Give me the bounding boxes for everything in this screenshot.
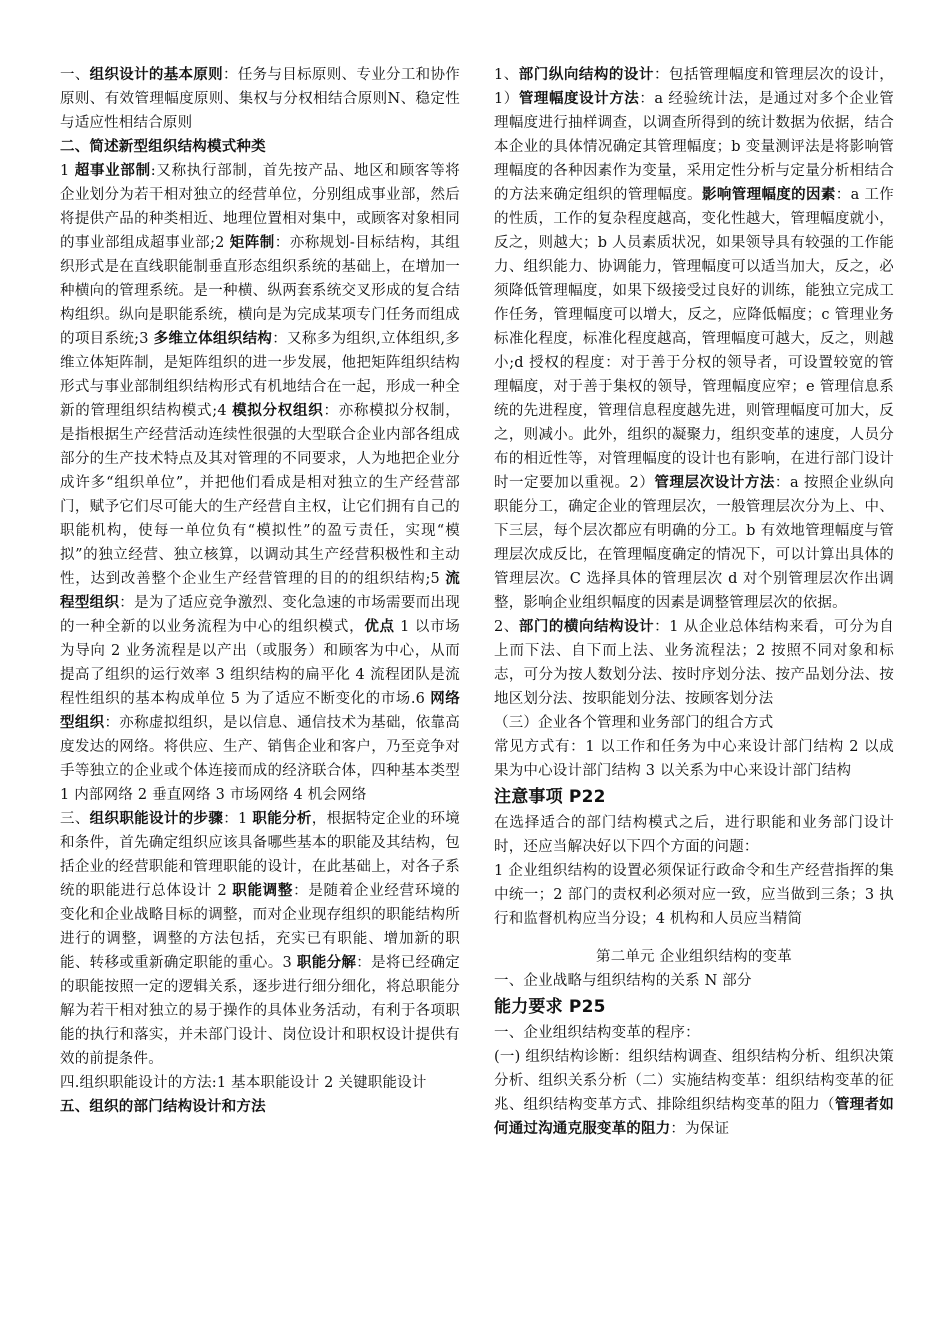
paragraph-strategy-relation: 一、企业战略与组织结构的关系 N 部分 bbox=[494, 973, 752, 989]
paragraph-function-design-steps: 三、组织职能设计的步骤：1 职能分析，根据特定企业的环境和条件，首先确定组织应该具备哪些基本的职能及其结构，包括企业的经营职能和管理职能的设计，在此基础上，对各子系统的职能进行总体设计 2 职能调整：是随着企业经营环境的变化和企业战略目标的调整，而对企业现存组织的职能结构所进行的调整，调整的方法包括，充实已有职能、增加新的职能、转移或重新确定职能的重心。3 职能分解：是将已经确定的职能按照一定的逻辑关系，逐步进行细分细化，将总职能分解为若干相对独立的易于操作的具体业务活动，有利于各项职能的执行和落实，并未部门设计、岗位设计和职权设计提供有效的前提条件。 bbox=[60, 811, 460, 1067]
right-column bbox=[494, 63, 894, 1141]
paragraph-combination-heading: （三）企业各个管理和业务部门的组合方式 bbox=[494, 715, 774, 731]
heading-ability-requirements: 能力要求 P25 bbox=[494, 997, 606, 1017]
paragraph-function-design-methods: 四.组织职能设计的方法:1 基本职能设计 2 关键职能设计 bbox=[60, 1075, 427, 1091]
paragraph-common-methods: 常见方式有：1 以工作和任务为中心来设计部门结构 2 以成果为中心设计部门结构 3 以关系为中心来设计部门结构 bbox=[494, 739, 894, 779]
paragraph-notes-intro: 在选择适合的部门结构模式之后，进行职能和业务部门设计时，还应当解决好以下四个方面的问题： bbox=[494, 815, 894, 855]
heading-new-structure-types: 二、简述新型组织结构模式种类 bbox=[60, 139, 266, 155]
paragraph-design-principles: 一、组织设计的基本原则：任务与目标原则、专业分工和协作原则、有效管理幅度原则、集权与分权相结合原则N、稳定性与适应性相结合原则 bbox=[60, 67, 460, 131]
left-column bbox=[60, 63, 460, 1119]
heading-notes: 注意事项 P22 bbox=[494, 787, 606, 807]
heading-department-structure: 五、组织的部门结构设计和方法 bbox=[60, 1099, 266, 1115]
paragraph-horizontal-structure: 2、部门的横向结构设计：1 从企业总体结构来看，可分为自上而下法、自下而上法、业务流程法；2 按照不同对象和标志，可分为按人数划分法、按时序划分法、按产品划分法、按地区划分法、按职能划分法、按顾客划分法 bbox=[494, 619, 894, 707]
unit-title: 第二单元 企业组织结构的变革 bbox=[596, 949, 792, 965]
paragraph-vertical-structure: 1、部门纵向结构的设计：包括管理幅度和管理层次的设计，1）管理幅度设计方法：a 经验统计法，是通过对多个企业管理幅度进行抽样调查，以调查所得到的统计数据为依据，结合本企业的具体情况确定其管理幅度；b 变量测评法是将影响管理幅度的各种因素作为变量，采用定性分析与定量分析相结合的方法来确定组织的管理幅度。影响管理幅度的因素：a 工作的性质，工作的复杂程度越高，变化性越大，管理幅度就小，反之，则越大；b 人员素质状况，如果领导具有较强的工作能力、组织能力、协调能力，管理幅度可以适当加大，反之，必须降低管理幅度，如果下级接受过良好的训练，能独立完成工作任务，管理幅度可以增大，反之，应降低幅度；c 管理业务标准化程度，标准化程度越高，管理幅度可越大，反之，则越小;d 授权的程度：对于善于分权的领导者，可设置较宽的管理幅度，对于善于集权的领导，管理幅度应窄；e 管理信息系统的先进程度，管理信息程度越先进，则管理幅度可加大，反之，则减小。此外，组织的凝聚力，组织变革的速度，人员分布的相近性等，对管理幅度的设计也有影响，在进行部门设计时一定要加以重视。2）管理层次设计方法：a 按照企业纵向职能分工，确定企业的管理层次，一般管理层次分为上、中、下三层，每个层次都应有明确的分工。b 有效地管理幅度与管理层次成反比，在管理幅度确定的情况下，可以计算出具体的管理层次。C 选择具体的管理层次 d 对个别管理层次作出调整，影响企业组织幅度的因素是调整管理层次的依据。 bbox=[494, 67, 894, 611]
paragraph-notes-list: 1 企业组织结构的设置必须保证行政命令和生产经营指挥的集中统一；2 部门的责权利必须对应一致，应当做到三条；3 执行和监督机构应当分设；4 机构和人员应当精简 bbox=[494, 863, 894, 927]
paragraph-change-steps: (一) 组织结构诊断：组织结构调查、组织结构分析、组织决策分析、组织关系分析（二）实施结构变革：组织结构变革的征兆、组织结构变革方式、排除组织结构变革的阻力（管理者如何通过沟通克服变革的阻力：为保证 bbox=[494, 1049, 894, 1137]
paragraph-structure-types: 1 超事业部制:又称执行部制，首先按产品、地区和顾客等将企业划分为若干相对独立的经营单位，分别组成事业部，然后将提供产品的种类相近、地理位置相对集中，或顾客对象相同的事业部组成超事业部;2 矩阵制：亦称规划-目标结构，其组织形式是在直线职能制垂直形态组织系统的基础上，在增加一种横向的管理系统。是一种横、纵两套系统交叉形成的复合结构组织。纵向是职能系统，横向是为完成某项专门任务而组成的项目系统;3 多维立体组织结构：又称多为组织,立体组织,多维立体矩阵制，是矩阵组织的进一步发展，他把矩阵组织结构形式与事业部制组织结构形式有机地结合在一起，形成一种全新的管理组织结构模式;4 模拟分权组织：亦称模拟分权制，是指根据生产经营活动连续性很强的大型联合企业内部各组成部分的生产技术特点及其对管理的不同要求，人为地把企业分成许多“组织单位”，并把他们看成是相对独立的生产经营部门，赋予它们尽可能大的生产经营自主权，让它们拥有自己的职能机构，使每一单位负有“模拟性”的盈亏责任，实现“模拟”的独立经营、独立核算，以调动其生产经营积极性和主动性，达到改善整个企业生产经营管理的目的的组织结构;5 流程型组织：是为了适应竞争激烈、变化急速的市场需要而出现的一种全新的以业务流程为中心的组织模式，优点 1 以市场为导向 2 业务流程是以产出（或服务）和顾客为中心，从而提高了组织的运行效率 3 组织结构的扁平化 4 流程团队是流程性组织的基本构成单位 5 为了适应不断变化的市场.6 网络型组织：亦称虚拟组织，是以信息、通信技术为基础，依靠高度发达的网络。将供应、生产、销售企业和客户，乃至竞争对手等独立的企业或个体连接而成的经济联合体，四种基本类型 1 内部网络 2 垂直网络 3 市场网络 4 机会网络 bbox=[60, 163, 460, 803]
paragraph-change-procedure: 一、企业组织结构变革的程序： bbox=[494, 1025, 700, 1041]
